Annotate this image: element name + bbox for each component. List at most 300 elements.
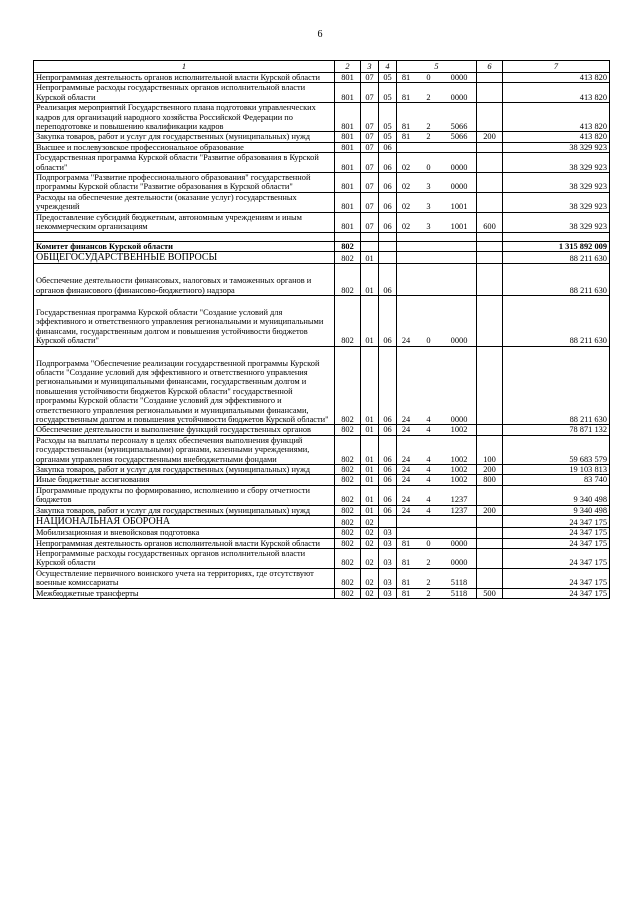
amount-cell: 24 347 175 <box>503 588 610 598</box>
razdel-cell: 01 <box>361 475 379 485</box>
target-article-code <box>399 93 474 102</box>
item-name-cell: Расходы на выплаты персоналу в целях обеспечения выполнения функций государственными (муниципальными) органами, казенными учреждениями, органами управления государственными внебюджетными фондами <box>34 435 335 464</box>
grbs-cell: 802 <box>335 528 361 538</box>
expense-type-cell <box>477 528 503 538</box>
grbs-cell: 801 <box>335 192 361 212</box>
amount-cell: 88 211 630 <box>503 251 610 263</box>
target-article-part: 0000 <box>450 336 468 346</box>
razdel-cell: 07 <box>361 153 379 173</box>
target-article-part: 0000 <box>450 414 468 424</box>
target-article-cell <box>397 251 477 263</box>
item-name-cell: Закупка товаров, работ и услуг для государственных (муниципальных) нужд <box>34 132 335 142</box>
podrazdel-cell: 03 <box>379 568 397 588</box>
table-row <box>34 132 610 142</box>
amount-cell: 38 329 923 <box>503 153 610 173</box>
header-cell: 1 <box>34 61 335 73</box>
grbs-cell: 802 <box>335 241 361 251</box>
razdel-cell: 02 <box>361 588 379 598</box>
target-article-part: 0000 <box>450 92 468 102</box>
table-row <box>34 192 610 212</box>
grbs-cell: 802 <box>335 435 361 464</box>
target-article-part: 0 <box>426 162 431 172</box>
expense-type-cell <box>477 83 503 103</box>
expense-type-cell <box>477 264 503 296</box>
grbs-cell: 802 <box>335 264 361 296</box>
table-row <box>34 485 610 505</box>
target-article-cell <box>397 568 477 588</box>
target-article-cell <box>397 588 477 598</box>
target-article-code <box>399 558 474 567</box>
podrazdel-cell: 06 <box>379 264 397 296</box>
podrazdel-cell: 06 <box>379 212 397 232</box>
target-article-part: 02 <box>401 182 411 192</box>
grbs-cell: 802 <box>335 505 361 515</box>
podrazdel-cell: 06 <box>379 153 397 173</box>
podrazdel-cell: 06 <box>379 425 397 435</box>
target-article-cell <box>397 241 477 251</box>
target-article-code <box>399 222 474 231</box>
razdel-cell: 01 <box>361 505 379 515</box>
amount-cell: 19 103 813 <box>503 465 610 475</box>
target-article-part: 1001 <box>450 202 468 212</box>
item-name-cell: Осуществление первичного воинского учета на территориях, где отсутствуют военные комиссариаты <box>34 568 335 588</box>
target-article-part: 1001 <box>450 222 468 232</box>
table-row <box>34 465 610 475</box>
target-article-cell <box>397 465 477 475</box>
empty-cell <box>335 232 361 241</box>
target-article-part: 0000 <box>450 73 468 82</box>
target-article-part: 4 <box>426 425 431 435</box>
expense-type-cell <box>477 295 503 346</box>
target-article-part: 0 <box>426 538 431 548</box>
razdel-cell: 07 <box>361 212 379 232</box>
amount-cell: 88 211 630 <box>503 346 610 425</box>
target-article-part: 81 <box>401 92 411 102</box>
grbs-cell: 801 <box>335 132 361 142</box>
target-article-cell <box>397 173 477 193</box>
amount-cell: 413 820 <box>503 103 610 132</box>
target-article-code <box>399 122 474 131</box>
amount-cell: 1 315 892 009 <box>503 241 610 251</box>
target-article-part: 2 <box>426 132 431 142</box>
razdel-cell: 01 <box>361 346 379 425</box>
expense-type-cell <box>477 251 503 263</box>
expense-type-cell: 200 <box>477 505 503 515</box>
item-name-cell: Обеспечение деятельности финансовых, налоговых и таможенных органов и органов финансового (финансово-бюджетного) надзора <box>34 264 335 296</box>
empty-cell <box>503 232 610 241</box>
header-cell: 3 <box>361 61 379 73</box>
item-name-cell: Закупка товаров, работ и услуг для государственных (муниципальных) нужд <box>34 505 335 515</box>
item-name-cell: Иные бюджетные ассигнования <box>34 475 335 485</box>
expense-type-cell: 100 <box>477 435 503 464</box>
target-article-part: 2 <box>426 92 431 102</box>
amount-cell: 38 329 923 <box>503 212 610 232</box>
target-article-part: 2 <box>426 122 431 132</box>
target-article-cell <box>397 295 477 346</box>
target-article-part: 0000 <box>450 182 468 192</box>
spacer-row <box>34 232 610 241</box>
podrazdel-cell: 06 <box>379 295 397 346</box>
podrazdel-cell: 03 <box>379 549 397 569</box>
grbs-cell: 802 <box>335 485 361 505</box>
expense-type-cell <box>477 485 503 505</box>
target-article-part: 81 <box>401 538 411 548</box>
grbs-cell: 801 <box>335 153 361 173</box>
podrazdel-cell: 03 <box>379 528 397 538</box>
target-article-cell <box>397 132 477 142</box>
target-article-part: 4 <box>426 414 431 424</box>
target-article-code <box>399 132 474 141</box>
target-article-part: 3 <box>426 202 431 212</box>
table-header-row <box>34 61 610 73</box>
target-article-cell <box>397 212 477 232</box>
target-article-cell <box>397 505 477 515</box>
item-name-cell: Закупка товаров, работ и услуг для государственных (муниципальных) нужд <box>34 465 335 475</box>
razdel-cell: 01 <box>361 295 379 346</box>
target-article-part: 0000 <box>450 558 468 568</box>
item-name-cell: Государственная программа Курской области "Создание условий для эффективного и ответственного управления региональными и муниципальными финансами, государственным долгом и повышения устойчивости бюджетов Курской области" <box>34 295 335 346</box>
target-article-part: 24 <box>401 495 411 505</box>
item-name-cell: Реализация мероприятий Государственного плана подготовки управленческих кадров для организаций народного хозяйства Российской Федерации по переподготовке и повышению квалификации кадров <box>34 103 335 132</box>
target-article-part: 1237 <box>450 505 468 515</box>
empty-cell <box>34 232 335 241</box>
grbs-cell: 802 <box>335 516 361 528</box>
grbs-cell: 802 <box>335 475 361 485</box>
amount-cell: 88 211 630 <box>503 264 610 296</box>
target-article-code <box>399 73 474 82</box>
grbs-cell: 802 <box>335 538 361 548</box>
amount-cell: 24 347 175 <box>503 516 610 528</box>
empty-cell <box>379 232 397 241</box>
target-article-part: 24 <box>401 505 411 515</box>
razdel-cell: 01 <box>361 465 379 475</box>
target-article-part: 4 <box>426 495 431 505</box>
item-name-cell: ОБЩЕГОСУДАРСТВЕННЫЕ ВОПРОСЫ <box>34 251 335 263</box>
target-article-part: 81 <box>401 73 411 82</box>
expense-type-cell <box>477 142 503 152</box>
target-article-part: 24 <box>401 425 411 435</box>
expense-type-cell: 200 <box>477 132 503 142</box>
razdel-cell: 01 <box>361 425 379 435</box>
expense-type-cell <box>477 346 503 425</box>
target-article-cell <box>397 425 477 435</box>
amount-cell: 9 340 498 <box>503 485 610 505</box>
expense-type-cell <box>477 241 503 251</box>
table-row <box>34 142 610 152</box>
expense-type-cell: 800 <box>477 475 503 485</box>
table-row <box>34 153 610 173</box>
podrazdel-cell: 06 <box>379 142 397 152</box>
target-article-code <box>399 495 474 504</box>
target-article-part: 2 <box>426 558 431 568</box>
target-article-code <box>399 539 474 548</box>
expense-type-cell <box>477 73 503 83</box>
target-article-part: 1002 <box>450 465 468 474</box>
item-name-cell: Подпрограмма "Обеспечение реализации государственной программы Курской области "Создание условий для эффективного и ответственного управления региональными и муниципальными финансами, государственным долгом и повышения устойчивости бюджетов Курской области" государственной программы Курской области "Создание условий для эффективного и ответственного управления региональными и муниципальными финансами, государственным долгом и повышения устойчивости бюджетов Курской области" <box>34 346 335 425</box>
target-article-part: 4 <box>426 465 431 474</box>
item-name-cell: Подпрограмма "Развитие профессионального образования" государственной программы Курской области "Развитие образования в Курской области" <box>34 173 335 193</box>
razdel-cell: 02 <box>361 528 379 538</box>
empty-cell <box>477 232 503 241</box>
table-row <box>34 212 610 232</box>
razdel-cell: 07 <box>361 132 379 142</box>
target-article-part: 1002 <box>450 454 468 464</box>
target-article-code <box>399 475 474 484</box>
amount-cell: 24 347 175 <box>503 538 610 548</box>
item-name-cell: Обеспечение деятельности и выполнение функций государственных органов <box>34 425 335 435</box>
razdel-cell: 02 <box>361 568 379 588</box>
header-cell: 7 <box>503 61 610 73</box>
table-row <box>34 528 610 538</box>
grbs-cell: 802 <box>335 549 361 569</box>
target-article-cell <box>397 153 477 173</box>
podrazdel-cell: 06 <box>379 173 397 193</box>
grbs-cell: 802 <box>335 295 361 346</box>
target-article-part: 5066 <box>450 122 468 132</box>
page-number: 6 <box>317 29 323 40</box>
amount-cell: 83 740 <box>503 475 610 485</box>
target-article-cell <box>397 549 477 569</box>
target-article-part: 02 <box>401 222 411 232</box>
table-row <box>34 251 610 263</box>
razdel-cell <box>361 241 379 251</box>
amount-cell: 413 820 <box>503 132 610 142</box>
target-article-part: 24 <box>401 465 411 474</box>
target-article-part: 2 <box>426 588 431 598</box>
target-article-cell <box>397 192 477 212</box>
expense-type-cell <box>477 538 503 548</box>
razdel-cell: 02 <box>361 549 379 569</box>
podrazdel-cell: 03 <box>379 538 397 548</box>
grbs-cell: 802 <box>335 588 361 598</box>
table-row <box>34 83 610 103</box>
amount-cell: 78 871 132 <box>503 425 610 435</box>
table-row <box>34 568 610 588</box>
amount-cell: 38 329 923 <box>503 192 610 212</box>
expense-type-cell <box>477 103 503 132</box>
target-article-part: 81 <box>401 588 411 598</box>
target-article-part: 3 <box>426 182 431 192</box>
header-cell: 2 <box>335 61 361 73</box>
table-row <box>34 549 610 569</box>
target-article-part: 1002 <box>450 475 468 485</box>
target-article-code <box>399 589 474 598</box>
target-article-part: 5118 <box>450 588 468 598</box>
razdel-cell: 07 <box>361 83 379 103</box>
item-name-cell: Государственная программа Курской области "Развитие образования в Курской области" <box>34 153 335 173</box>
target-article-code <box>399 182 474 191</box>
amount-cell: 59 683 579 <box>503 435 610 464</box>
target-article-code <box>399 455 474 464</box>
target-article-code <box>399 202 474 211</box>
target-article-part: 81 <box>401 578 411 588</box>
table-row <box>34 505 610 515</box>
target-article-part: 2 <box>426 578 431 588</box>
target-article-part: 24 <box>401 336 411 346</box>
target-article-cell <box>397 103 477 132</box>
razdel-cell: 07 <box>361 173 379 193</box>
grbs-cell: 801 <box>335 103 361 132</box>
podrazdel-cell: 06 <box>379 485 397 505</box>
target-article-part: 81 <box>401 132 411 142</box>
table-row <box>34 173 610 193</box>
podrazdel-cell: 05 <box>379 103 397 132</box>
amount-cell: 413 820 <box>503 73 610 83</box>
target-article-part: 24 <box>401 454 411 464</box>
target-article-code <box>399 578 474 587</box>
podrazdel-cell <box>379 241 397 251</box>
target-article-part: 24 <box>401 414 411 424</box>
target-article-cell <box>397 538 477 548</box>
razdel-cell: 07 <box>361 73 379 83</box>
table-row <box>34 103 610 132</box>
grbs-cell: 802 <box>335 425 361 435</box>
target-article-part: 81 <box>401 122 411 132</box>
grbs-cell: 802 <box>335 465 361 475</box>
target-article-part: 3 <box>426 222 431 232</box>
target-article-part: 0 <box>426 336 431 346</box>
item-name-cell: Непрограммные расходы государственных органов исполнительной власти Курской области <box>34 549 335 569</box>
target-article-part: 1002 <box>450 425 468 435</box>
razdel-cell: 01 <box>361 251 379 263</box>
target-article-part: 5066 <box>450 132 468 142</box>
podrazdel-cell <box>379 516 397 528</box>
budget-table <box>33 60 610 599</box>
target-article-part: 5118 <box>450 578 468 588</box>
header-cell: 4 <box>379 61 397 73</box>
table-row <box>34 538 610 548</box>
grbs-cell: 802 <box>335 568 361 588</box>
item-name-cell: Предоставление субсидий бюджетным, автономным учреждениям и иным некоммерческим организациям <box>34 212 335 232</box>
item-name-cell: Мобилизационная и вневойсковая подготовка <box>34 528 335 538</box>
target-article-cell <box>397 516 477 528</box>
target-article-part: 24 <box>401 475 411 485</box>
target-article-code <box>399 506 474 515</box>
target-article-cell <box>397 435 477 464</box>
empty-cell <box>397 232 477 241</box>
target-article-part: 0000 <box>450 538 468 548</box>
amount-cell: 24 347 175 <box>503 568 610 588</box>
target-article-part: 02 <box>401 162 411 172</box>
razdel-cell: 02 <box>361 538 379 548</box>
header-cell: 6 <box>477 61 503 73</box>
amount-cell: 24 347 175 <box>503 528 610 538</box>
table-row <box>34 295 610 346</box>
grbs-cell: 801 <box>335 73 361 83</box>
amount-cell: 24 347 175 <box>503 549 610 569</box>
podrazdel-cell: 06 <box>379 346 397 425</box>
target-article-cell <box>397 528 477 538</box>
table-row <box>34 264 610 296</box>
item-name-cell: Межбюджетные трансферты <box>34 588 335 598</box>
target-article-part: 4 <box>426 505 431 515</box>
amount-cell: 413 820 <box>503 83 610 103</box>
grbs-cell: 802 <box>335 251 361 263</box>
target-article-code <box>399 336 474 345</box>
table-row <box>34 73 610 83</box>
podrazdel-cell: 06 <box>379 505 397 515</box>
table-row <box>34 435 610 464</box>
razdel-cell: 01 <box>361 435 379 464</box>
header-cell: 5 <box>397 61 477 73</box>
expense-type-cell <box>477 549 503 569</box>
amount-cell: 38 329 923 <box>503 173 610 193</box>
target-article-code <box>399 415 474 424</box>
target-article-code <box>399 163 474 172</box>
table-row <box>34 425 610 435</box>
grbs-cell: 801 <box>335 142 361 152</box>
expense-type-cell <box>477 568 503 588</box>
podrazdel-cell: 06 <box>379 475 397 485</box>
target-article-part: 0000 <box>450 162 468 172</box>
grbs-cell: 801 <box>335 83 361 103</box>
target-article-cell <box>397 142 477 152</box>
item-name-cell: Непрограммная деятельность органов исполнительной власти Курской области <box>34 538 335 548</box>
podrazdel-cell: 03 <box>379 588 397 598</box>
razdel-cell: 07 <box>361 142 379 152</box>
target-article-part: 81 <box>401 558 411 568</box>
target-article-code <box>399 425 474 434</box>
item-name-cell: Непрограммные расходы государственных органов исполнительной власти Курской области <box>34 83 335 103</box>
empty-cell <box>361 232 379 241</box>
table-row <box>34 346 610 425</box>
item-name-cell: Программные продукты по формированию, исполнению и сбору отчетности бюджетов <box>34 485 335 505</box>
grbs-cell: 801 <box>335 212 361 232</box>
item-name-cell: Комитет финансов Курской области <box>34 241 335 251</box>
podrazdel-cell: 05 <box>379 83 397 103</box>
target-article-cell <box>397 475 477 485</box>
razdel-cell: 07 <box>361 192 379 212</box>
podrazdel-cell: 06 <box>379 435 397 464</box>
target-article-cell <box>397 264 477 296</box>
podrazdel-cell: 05 <box>379 73 397 83</box>
target-article-part: 4 <box>426 475 431 485</box>
amount-cell: 88 211 630 <box>503 295 610 346</box>
target-article-code <box>399 465 474 474</box>
item-name-cell: Расходы на обеспечение деятельности (оказание услуг) государственных учреждений <box>34 192 335 212</box>
amount-cell: 38 329 923 <box>503 142 610 152</box>
expense-type-cell <box>477 425 503 435</box>
expense-type-cell <box>477 192 503 212</box>
expense-type-cell <box>477 516 503 528</box>
target-article-cell <box>397 485 477 505</box>
expense-type-cell: 200 <box>477 465 503 475</box>
expense-type-cell <box>477 153 503 173</box>
amount-cell: 9 340 498 <box>503 505 610 515</box>
target-article-part: 1237 <box>450 495 468 505</box>
table-row <box>34 516 610 528</box>
table-row <box>34 588 610 598</box>
item-name-cell: Высшее и послевузовское профессиональное образование <box>34 142 335 152</box>
razdel-cell: 02 <box>361 516 379 528</box>
grbs-cell: 801 <box>335 173 361 193</box>
item-name-cell: Непрограммная деятельность органов исполнительной власти Курской области <box>34 73 335 83</box>
expense-type-cell: 600 <box>477 212 503 232</box>
podrazdel-cell: 06 <box>379 465 397 475</box>
target-article-cell <box>397 346 477 425</box>
razdel-cell: 01 <box>361 485 379 505</box>
table-row <box>34 475 610 485</box>
table-row <box>34 241 610 251</box>
target-article-cell <box>397 83 477 103</box>
razdel-cell: 01 <box>361 264 379 296</box>
expense-type-cell <box>477 173 503 193</box>
expense-type-cell: 500 <box>477 588 503 598</box>
podrazdel-cell <box>379 251 397 263</box>
target-article-part: 02 <box>401 202 411 212</box>
podrazdel-cell: 06 <box>379 192 397 212</box>
target-article-cell <box>397 73 477 83</box>
